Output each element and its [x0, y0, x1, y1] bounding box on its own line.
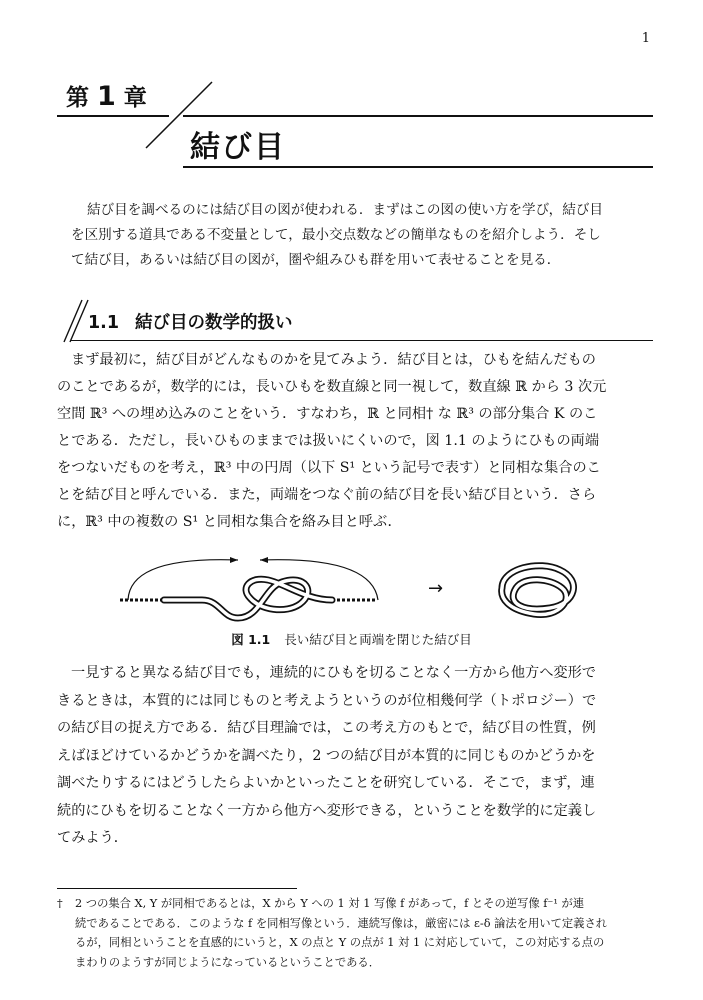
figure-caption-text: 長い結び目と両端を閉じた結び目: [284, 632, 472, 647]
body-line: 空間 ℝ³ への埋め込みのことをいう．すなわち，ℝ と同相† な ℝ³ の部分集合 K のこ: [57, 406, 598, 422]
chapter-rule-mid: [183, 115, 653, 117]
body-line: 一見すると異なる結び目でも，連続的にひもを切ることなく一方から他方へ変形で: [71, 665, 596, 681]
body-line: とを結び目と呼んでいる．また，両端をつなぐ前の結び目を長い結び目という．さら: [57, 487, 597, 503]
body-line: きるときは，本質的には同じものと考えようというのが位相幾何学（トポロジー）で: [57, 692, 597, 709]
chapter-rule-bottom: [183, 166, 653, 168]
body-line: 続的にひもを切ることなく一方から他方へ変形できる，ということを数学的に定義し: [57, 802, 597, 819]
closing-arc-arrow: [128, 560, 238, 600]
figure-caption: [0, 630, 703, 648]
body-line: に，ℝ³ 中の複数の S¹ と同相な集合を絡み目と呼ぶ．: [57, 514, 402, 530]
body-paragraph-1: [57, 347, 653, 536]
section-rule: [70, 340, 653, 341]
intro-line: て結び目，あるいは結び目の図が，圏や組みひも群を用いて表せることを見る．: [71, 252, 561, 268]
footnote-mark: †: [57, 897, 63, 910]
footnote-rule: [57, 888, 297, 889]
section-diagonal-marks: [60, 298, 90, 344]
section-title: 結び目の数学的扱い: [135, 313, 293, 333]
footnote-line: まわりのようすが同じようになっているということである．: [75, 955, 381, 969]
body-line: えばほどけているかどうかを調べたり，2 つの結び目が本質的に同じものかどうかを: [57, 747, 596, 764]
footnote: [57, 894, 657, 972]
intro-line: 結び目を調べるのには結び目の図が使われる．まずはこの図の使い方を学び，結び目: [87, 202, 604, 218]
body-line: てみよう．: [57, 830, 128, 846]
footnote-line: 2 つの集合 X, Y が同相であるとは，X から Y への 1 対 1 写像 f があって，f とその逆写像 f⁻¹ が連: [75, 897, 585, 910]
section-heading: [88, 309, 293, 334]
footnote-line: 続であることである．このような f を同相写像という．連続写像は，厳密には ε-δ 論法を用いて定義され: [75, 916, 608, 930]
body-line: まず最初に，結び目がどんなものかを見てみよう．結び目とは，ひもを結んだもの: [71, 352, 596, 368]
long-knot: [164, 579, 332, 618]
body-line: をつないだものを考え，ℝ³ 中の円周（以下 S¹ という記号で表す）と同相な集合のこ: [57, 460, 601, 476]
figure-knot-illustration: [110, 548, 610, 626]
chapter-title: 結び目: [190, 130, 286, 165]
body-line: の結び目の捉え方である．結び目理論では，この考え方のもとで，結び目の性質，例: [57, 720, 596, 736]
chapter-suffix: 章: [123, 85, 149, 111]
footnote-line: るが，同相ということを直感的にいうと，X の点と Y の点が 1 対 1 に対応していて，この対応する点の: [75, 936, 605, 949]
page-number: 1: [641, 31, 650, 46]
chapter-label: [66, 79, 149, 112]
chapter-number: 1: [97, 81, 118, 112]
body-line: とである．ただし，長いひものままでは扱いにくいので，図 1.1 のようにひもの両端: [57, 433, 600, 449]
body-paragraph-2: [57, 660, 653, 853]
body-line: 調べたりするにはどうしたらよいかといったことを研究している．そこで，まず，連: [57, 775, 595, 791]
chapter-intro: [71, 198, 643, 273]
figure-label: 図 1.1: [231, 632, 271, 647]
transform-arrow: →: [428, 578, 444, 599]
closed-knot: [502, 566, 574, 615]
intro-line: を区別する道具である不変量として，最小交点数などの簡単なものを紹介しよう．そし: [71, 227, 601, 243]
body-line: のことであるが，数学的には，長いひもを数直線と同一視して，数直線 ℝ から 3 次元: [57, 379, 607, 395]
chapter-prefix: 第: [66, 85, 91, 111]
section-number: 1.1: [88, 313, 120, 333]
